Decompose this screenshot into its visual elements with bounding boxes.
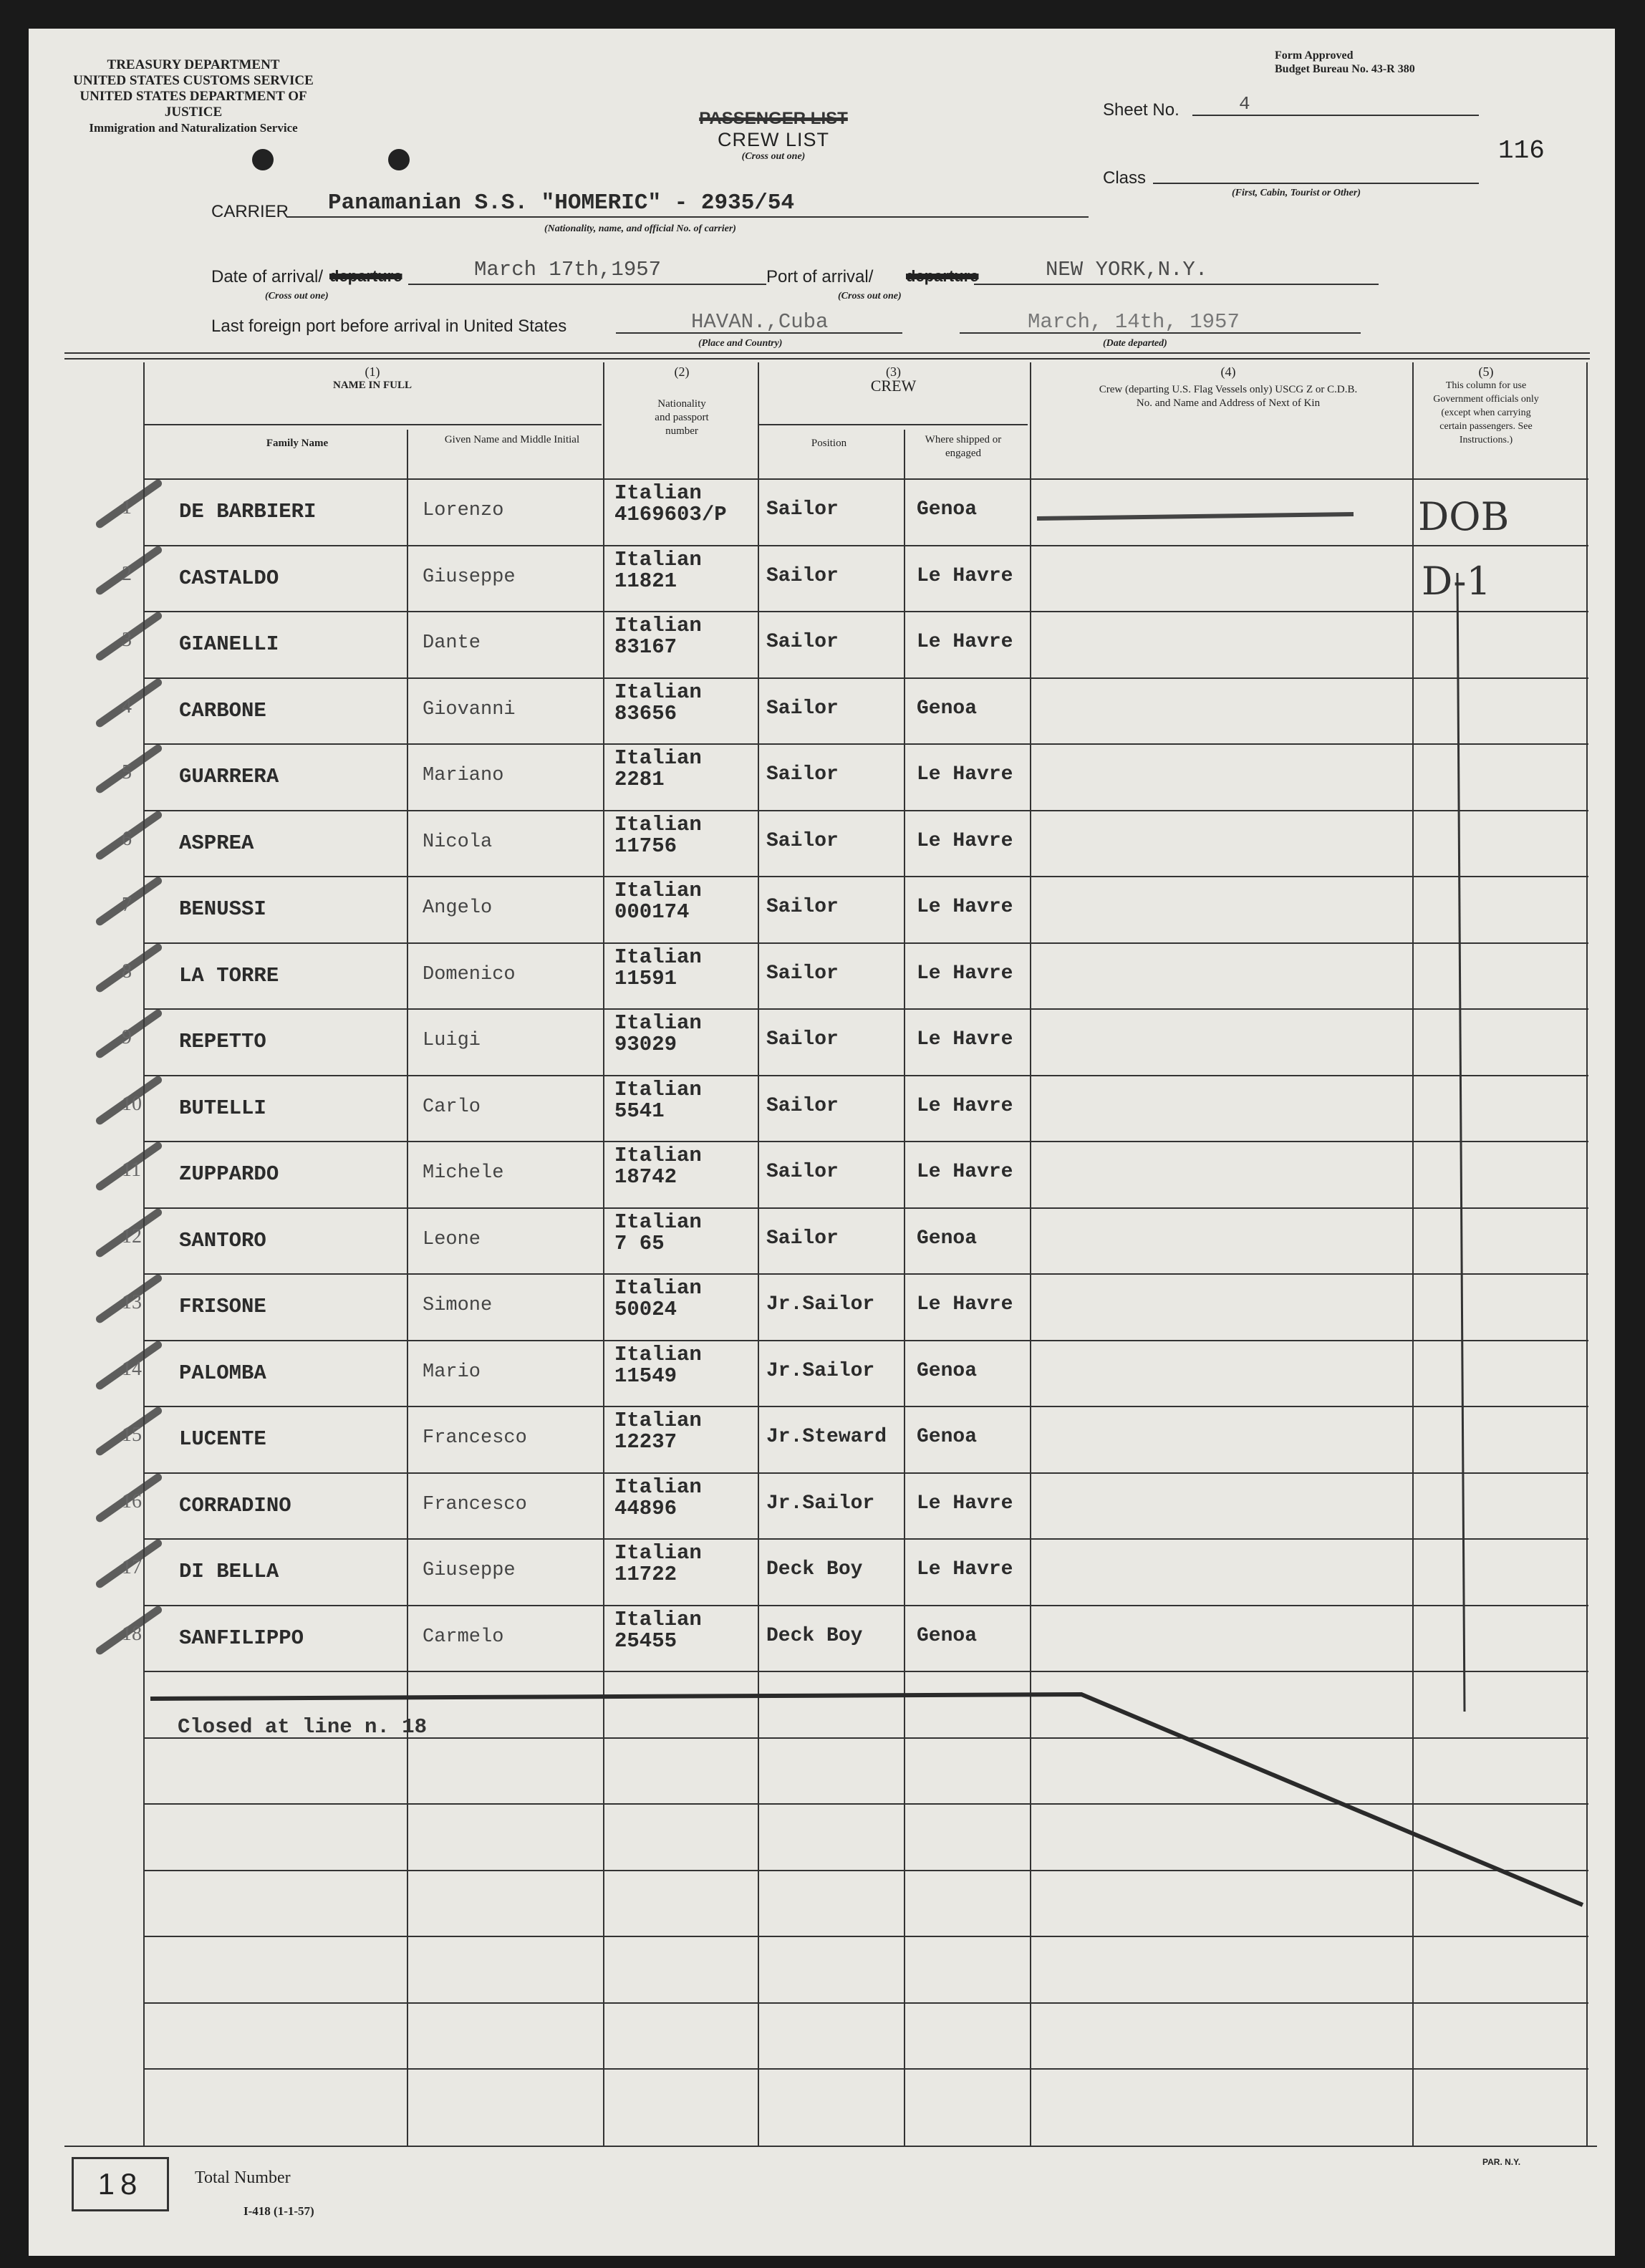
ditto-line [1457, 573, 1465, 1712]
col3-title: CREW [870, 377, 917, 395]
col5-num: (5) [1478, 365, 1494, 379]
port-crossed: departure [906, 267, 979, 285]
family-name: SANFILIPPO [179, 1626, 304, 1650]
carrier-label: CARRIER [211, 202, 289, 221]
row-number: 9 [122, 1026, 132, 1048]
passport-number: 50024 [614, 1298, 677, 1321]
handwritten-d1: D-1 [1422, 559, 1491, 604]
passport-number: 2281 [614, 768, 665, 791]
passport-number: 25455 [614, 1628, 677, 1653]
rule [64, 2146, 1597, 2147]
title-hint: (Cross out one) [741, 151, 806, 162]
position: Sailor [766, 763, 839, 786]
agency-line: TREASURY DEPARTMENT [107, 57, 280, 72]
port-label: Port of arrival/ [766, 267, 874, 286]
given-name: Giovanni [423, 698, 516, 720]
passport-number: 7 65 [614, 1231, 665, 1255]
crew-list-form [29, 29, 1615, 2256]
nationality: Italian [614, 1144, 702, 1167]
position: Sailor [766, 829, 839, 852]
nationality: Italian [614, 945, 702, 969]
family-name: FRISONE [179, 1295, 266, 1318]
nationality: Italian [614, 1276, 702, 1300]
row-number: 11 [122, 1159, 141, 1181]
position: Sailor [766, 896, 839, 918]
shipped-engaged: Le Havre [917, 1492, 1013, 1515]
passport-number: 83167 [614, 635, 677, 659]
shipped-engaged: Le Havre [917, 1293, 1013, 1316]
where-header: Where shipped or engaged [925, 434, 1002, 459]
carrier-value: Panamanian S.S. "HOMERIC" - 2935/54 [328, 190, 795, 216]
row-number: 6 [122, 827, 132, 850]
given-name: Giuseppe [423, 1560, 516, 1581]
given-header: Given Name and Middle Initial [444, 434, 580, 445]
family-name: BENUSSI [179, 897, 266, 921]
shipped-engaged: Le Havre [917, 763, 1013, 786]
nationality: Italian [614, 614, 702, 637]
row-number: 5 [122, 761, 132, 783]
shipped-engaged: Le Havre [917, 1161, 1013, 1183]
class-hint: (First, Cabin, Tourist or Other) [1232, 188, 1361, 198]
closing-strike [150, 1694, 1583, 1905]
col2-title: Nationality and passport number [655, 398, 709, 437]
position-header: Position [811, 438, 847, 449]
passport-number: 11591 [614, 966, 677, 990]
passport-number: 83656 [614, 701, 677, 725]
col4-num: (4) [1220, 365, 1236, 379]
shipped-engaged: Genoa [917, 1426, 978, 1448]
departed-value: March, 14th, 1957 [1028, 310, 1240, 334]
passport-number: 18742 [614, 1165, 677, 1189]
family-name: BUTELLI [179, 1096, 266, 1120]
nationality: Italian [614, 812, 702, 836]
carrier-hint: (Nationality, name, and official No. of carrier) [544, 223, 736, 234]
col4-title: Crew (departing U.S. Flag Vessels only) USCG Z or C.D.B. No. and Name and Address of Next of Kin [1099, 384, 1358, 409]
nationality: Italian [614, 1210, 702, 1234]
given-name: Francesco [423, 1427, 527, 1449]
departed-hint: (Date departed) [1103, 338, 1167, 349]
nationality: Italian [614, 1541, 702, 1565]
given-name: Francesco [423, 1493, 527, 1515]
total-count: 18 [72, 2157, 169, 2211]
position: Jr.Sailor [766, 1359, 875, 1382]
passport-number: 5541 [614, 1099, 665, 1123]
row-number: 7 [122, 894, 132, 916]
row-number: 14 [122, 1357, 142, 1380]
col1-title: NAME IN FULL [332, 380, 412, 391]
last-port-value: HAVAN.,Cuba [691, 310, 829, 334]
given-name: Michele [423, 1162, 504, 1184]
total-label: Total Number [195, 2168, 291, 2187]
shipped-engaged: Le Havre [917, 896, 1013, 918]
shipped-engaged: Le Havre [917, 829, 1013, 852]
row-number: 15 [122, 1424, 142, 1446]
row-number: 16 [122, 1490, 142, 1512]
passport-number: 93029 [614, 1033, 677, 1056]
nationality: Italian [614, 1409, 702, 1432]
sheet-value: 4 [1239, 93, 1250, 115]
strike-lines [29, 29, 1615, 2256]
shipped-engaged: Le Havre [917, 1558, 1013, 1581]
position: Sailor [766, 1094, 839, 1117]
closed-text: Closed at line n. 18 [178, 1715, 428, 1739]
family-name: DI BELLA [179, 1560, 279, 1583]
row1-strike [1037, 514, 1354, 518]
shipped-engaged: Le Havre [917, 564, 1013, 587]
shipped-engaged: Genoa [917, 1227, 978, 1250]
nationality: Italian [614, 547, 702, 571]
given-name: Carmelo [423, 1626, 504, 1648]
shipped-engaged: Genoa [917, 1359, 978, 1382]
form-approved: Form Approved [1275, 49, 1354, 62]
date-value: March 17th,1957 [474, 258, 662, 281]
nationality: Italian [614, 879, 702, 902]
position: Deck Boy [766, 1558, 863, 1581]
port-hint: (Cross out one) [838, 291, 902, 301]
agency-line: UNITED STATES DEPARTMENT OF JUSTICE [79, 89, 307, 120]
nationality: Italian [614, 1475, 702, 1499]
row-number: 8 [122, 960, 132, 983]
shipped-engaged: Genoa [917, 498, 978, 521]
given-name: Nicola [423, 831, 493, 853]
given-name: Dante [423, 632, 481, 654]
given-name: Domenico [423, 963, 516, 985]
given-name: Mario [423, 1361, 481, 1383]
row-number: 18 [122, 1622, 142, 1645]
given-name: Giuseppe [423, 566, 516, 588]
shipped-engaged: Genoa [917, 1624, 978, 1647]
given-name: Leone [423, 1228, 481, 1250]
row-number: 13 [122, 1291, 142, 1313]
col5-title: This column for use Government officials only (except when carrying certain passengers. See Instructions.) [1433, 380, 1539, 445]
family-name: DE BARBIERI [179, 500, 317, 523]
shipped-engaged: Le Havre [917, 962, 1013, 985]
form-title: CREW LIST [717, 129, 829, 150]
position: Sailor [766, 697, 839, 720]
passport-number: 11821 [614, 569, 677, 593]
given-name: Luigi [423, 1030, 481, 1051]
family-name: ASPREA [179, 831, 254, 855]
passport-number: 11549 [614, 1364, 677, 1388]
position: Jr.Sailor [766, 1293, 875, 1316]
family-name: GUARRERA [179, 765, 279, 788]
handwritten-dob: DOB [1418, 494, 1510, 539]
family-header: Family Name [266, 438, 329, 449]
row-number: 2 [122, 562, 132, 585]
row-number: 3 [122, 629, 132, 651]
sheet-label: Sheet No. [1103, 100, 1180, 120]
nationality: Italian [614, 680, 702, 704]
position: Sailor [766, 631, 839, 653]
shipped-engaged: Le Havre [917, 631, 1013, 653]
family-name: CARBONE [179, 698, 266, 723]
printer-mark: PAR. N.Y. [1482, 2157, 1521, 2167]
shipped-engaged: Le Havre [917, 1094, 1013, 1117]
passport-number: 11756 [614, 834, 677, 858]
shipped-engaged: Genoa [917, 697, 978, 720]
family-name: LA TORRE [179, 963, 279, 988]
family-name: SANTORO [179, 1228, 266, 1253]
family-name: REPETTO [179, 1030, 266, 1053]
position: Sailor [766, 498, 839, 521]
position: Jr.Steward [766, 1426, 887, 1448]
crossed-title: PASSENGER LIST [699, 109, 848, 128]
family-name: PALOMBA [179, 1361, 266, 1385]
row-number: 12 [122, 1225, 142, 1248]
given-name: Carlo [423, 1096, 481, 1118]
position: Sailor [766, 564, 839, 587]
position: Sailor [766, 1028, 839, 1051]
position: Sailor [766, 1161, 839, 1183]
passport-number: 12237 [614, 1430, 677, 1454]
passport-number: 11722 [614, 1563, 677, 1586]
row-number: 10 [122, 1092, 142, 1115]
family-name: ZUPPARDO [179, 1162, 279, 1186]
class-label: Class [1103, 168, 1147, 188]
nationality: Italian [614, 1342, 702, 1366]
given-name: Simone [423, 1295, 493, 1316]
row-number: 17 [122, 1556, 142, 1578]
passport-number: 44896 [614, 1496, 677, 1520]
passport-number: 000174 [614, 900, 690, 924]
col3-num: (3) [886, 365, 901, 379]
col2-num: (2) [674, 365, 690, 379]
position: Deck Boy [766, 1624, 863, 1647]
passport-number: 4169603/P [614, 503, 727, 526]
family-name: GIANELLI [179, 632, 279, 656]
form-id: I-418 (1-1-57) [243, 2204, 314, 2218]
date-label: Date of arrival/ [211, 267, 324, 286]
last-port-hint: (Place and Country) [698, 338, 783, 349]
port-value: NEW YORK,N.Y. [1046, 258, 1208, 281]
family-name: CORRADINO [179, 1493, 291, 1517]
nationality: Italian [614, 1607, 702, 1631]
family-name: CASTALDO [179, 566, 279, 590]
budget-bureau: Budget Bureau No. 43-R 380 [1275, 63, 1415, 75]
last-port-label: Last foreign port before arrival in United States [211, 317, 567, 336]
given-name: Lorenzo [423, 500, 504, 521]
nationality: Italian [614, 746, 702, 770]
nationality: Italian [614, 481, 702, 505]
shipped-engaged: Le Havre [917, 1028, 1013, 1051]
row-number: 4 [122, 695, 132, 718]
position: Jr.Sailor [766, 1492, 875, 1515]
date-hint: (Cross out one) [265, 291, 329, 301]
row-number: 1 [122, 496, 132, 518]
agency-line: UNITED STATES CUSTOMS SERVICE [73, 73, 314, 88]
family-name: LUCENTE [179, 1427, 266, 1451]
nationality: Italian [614, 1011, 702, 1035]
given-name: Mariano [423, 765, 504, 786]
col1-num: (1) [365, 365, 380, 379]
position: Sailor [766, 962, 839, 985]
date-crossed: departure [329, 267, 402, 285]
position: Sailor [766, 1227, 839, 1250]
nationality: Italian [614, 1077, 702, 1101]
given-name: Angelo [423, 897, 493, 919]
agency-line: Immigration and Naturalization Service [89, 121, 298, 135]
page-number: 116 [1498, 136, 1545, 165]
